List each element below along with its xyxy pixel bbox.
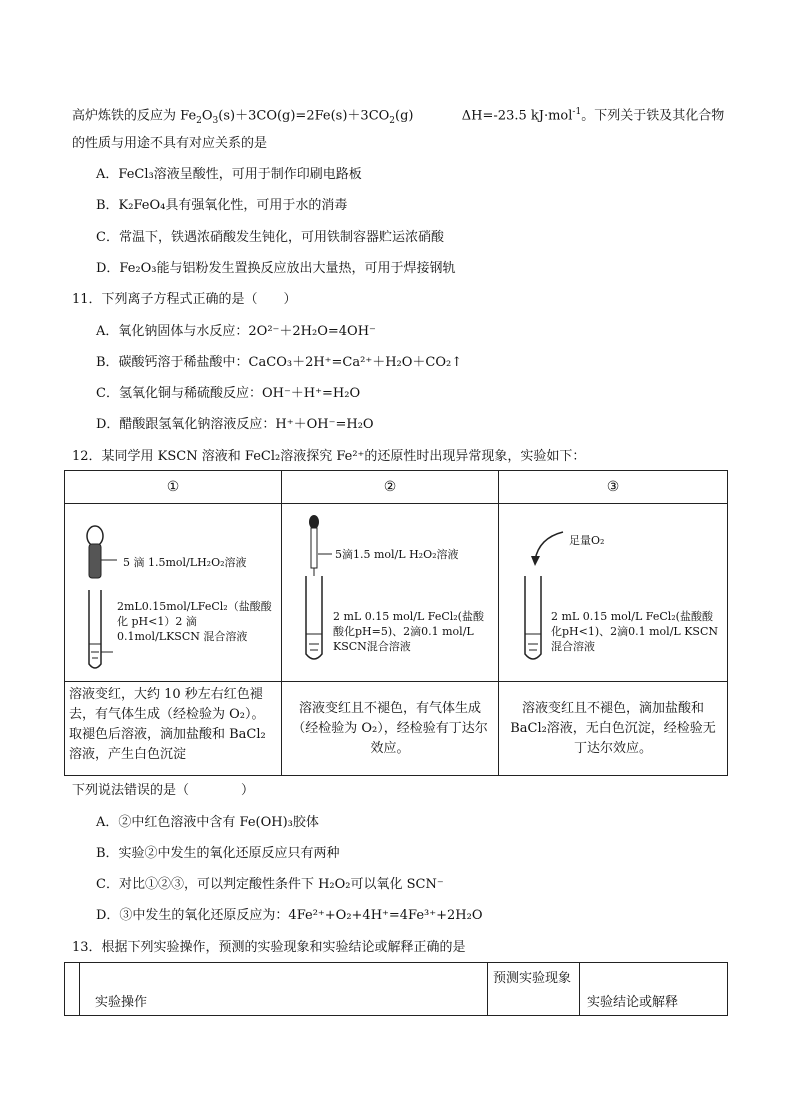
q12-option-c: C．对比①②③，可以判定酸性条件下 H₂O₂可以氧化 SCN⁻ [96,877,444,892]
intro-line-2: 的性质与用途不具有对应关系的是 [72,136,268,151]
exp2-result: 溶液变红且不褪色，有气体生成（经检验为 O₂），经检验有丁达尔效应。 [292,701,488,756]
header-exp-2: ② [383,479,397,495]
test-tube-icon [89,590,101,668]
experiment-table [64,470,728,776]
exp3-gas-label: 足量O₂ [569,534,605,547]
header-exp-1: ① [166,479,180,495]
intro-line-1: 高炉炼铁的反应为 $Fe_2O_3(s)+3CO(g)=2Fe(s)+3CO_2(g)$ ΔH=-23.5 kJ·mol$^{-1}$。下列关于铁及其化合物 [72,107,725,126]
exp3-tube-label: 2 mL 0.15 mol/L FeCl₂(盐酸酸化pH<1)、2滴0.1 mol/L KSCN混合溶液 [551,610,719,653]
q11-option-a: A．氧化钠固体与水反应：2O²⁻＋2H₂O=4OH⁻ [96,324,376,339]
q11-option-b: B．碳酸钙溶于稀盐酸中：CaCO₃＋2H⁺=Ca²⁺＋H₂O＋CO₂↑ [96,355,463,370]
q11-option-d: D．醋酸跟氢氧化钠溶液反应：H⁺＋OH⁻=H₂O [96,417,374,432]
q12-after: 下列说法错误的是（ ） [72,783,255,798]
q12-stem: 12．某同学用 KSCN 溶液和 FeCl₂溶液探究 Fe²⁺的还原性时出现异常现象，实验如下： [72,449,586,464]
q13-header-phenomenon: 预测实验现象 [493,971,572,986]
q12-option-a: A．②中红色溶液中含有 Fe(OH)₃胶体 [96,815,319,830]
q13-stem: 13．根据下列实验操作，预测的实验现象和实验结论或解释正确的是 [72,940,466,955]
q10-option-a: A．FeCl₃溶液呈酸性，可用于制作印刷电路板 [96,167,362,182]
exp1-drop-label: 5 滴 1.5mol/LH₂O₂溶液 [123,556,247,569]
q10-option-b: B．K₂FeO₄具有强氧化性，可用于水的消毒 [96,198,348,213]
header-exp-3: ③ [606,479,620,495]
q12-option-d: D．③中发生的氧化还原反应为：4Fe²⁺+O₂+4H⁺=4Fe³⁺+2H₂O [96,908,483,923]
dropper-icon [309,515,319,578]
q13-header-conclusion: 实验结论或解释 [587,995,679,1010]
q12-option-b: B．实验②中发生的氧化还原反应只有两种 [96,846,340,861]
curved-arrow-icon [531,532,563,566]
exp2-drop-label: 5滴1.5 mol/L H₂O₂溶液 [335,548,459,561]
dropper-icon [87,526,103,578]
test-tube-icon [525,576,541,659]
q10-option-d: D．Fe₂O₃能与铝粉发生置换反应放出大量热，可用于焊接钢轨 [96,261,456,276]
q11-option-c: C．氢氧化铜与稀硫酸反应：OH⁻＋H⁺=H₂O [96,386,361,401]
exp1-result: 溶液变红，大约 10 秒左右红色褪去，有气体生成（经检验为 O₂）。取褪色后溶液，滴加盐酸和 BaCl₂溶液，产生白色沉淀 [69,687,266,762]
exp2-tube-label: 2 mL 0.15 mol/L FeCl₂(盐酸酸化pH=5)、2滴0.1 mol/L KSCN混合溶液 [333,610,484,653]
exp1-diagram [65,504,281,680]
exp3-result: 溶液变红且不褪色，滴加盐酸和 BaCl₂溶液，无白色沉淀，经检验无丁达尔效应。 [510,701,716,756]
q11-stem: 11．下列离子方程式正确的是（ ） [72,292,297,307]
q13-header-operation: 实验操作 [95,995,148,1010]
test-tube-icon [306,576,322,659]
q10-option-c: C．常温下，铁遇浓硝酸发生钝化，可用铁制容器贮运浓硝酸 [96,230,444,245]
exp1-tube-label: 2mL0.15mol/LFeCl₂（盐酸酸化 pH<1）2 滴 0.1mol/LKSCN 混合溶液 [117,600,272,643]
q13-table [64,962,728,1016]
